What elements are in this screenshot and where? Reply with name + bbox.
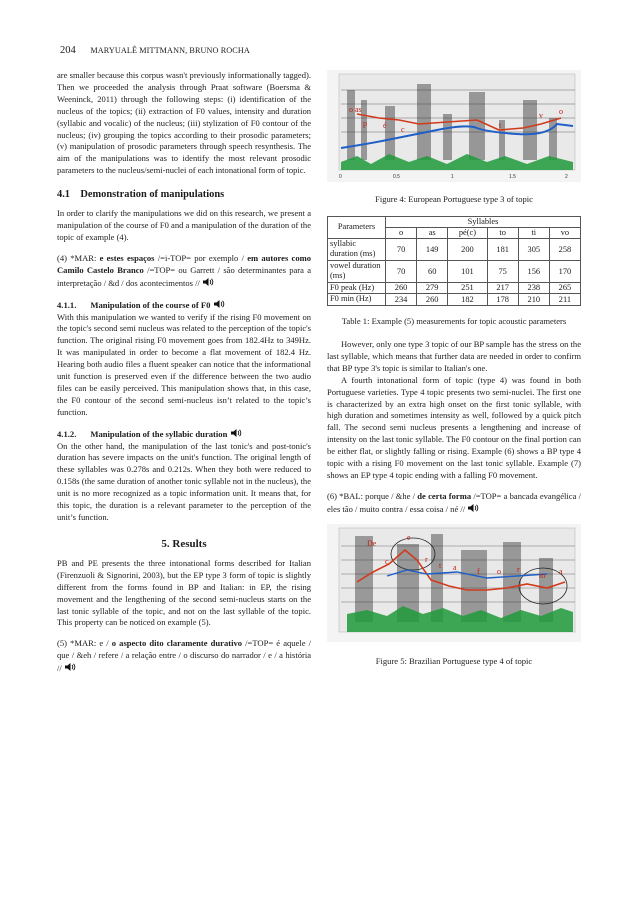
table-header-syllables: Syllables	[386, 216, 581, 227]
section-number: 4.1	[57, 189, 70, 201]
fig5-label: a	[453, 562, 457, 572]
speaker-icon[interactable]	[64, 662, 76, 672]
table-row: F0 peak (Hz) 260 279 251 217 238 265	[328, 282, 581, 294]
spectrogram-figure-5	[327, 524, 581, 642]
section-4-1-paragraph: In order to clarify the manipulations we did on this research, we present a manipulation of the course of F0 and a manipulation of the duration of the topic of example (4).	[57, 208, 311, 242]
example-5: (5) *MAR: e / o aspecto dito claramente durativo /=TOP= é aquele / que / &eh / refere / a relação entre / o discurso do narrador / e / a história //	[57, 638, 311, 674]
figure-5	[327, 524, 581, 642]
results-paragraph-b: A fourth intonational form of topic (type 4) was found in both Portuguese varieties. Type 4 topic presents two semi-nuclei. The first one is characterized by an extra high onset on the first tonic syllable, with high duration and sometimes intensity as well, followed by a quick pitch fall. The second semi nucleus presents a lengthening and increase of intensity on the last tonic syllable. The F0 contour on the final portion can be either flat, or slightly falling or rising. Example (6) shows a BP type 4 topic with a rising F0 movement on the last tonic syllable. Example (7) shows an EP type 4 topic ending with a falling F0 movement.	[327, 374, 581, 480]
figure-4	[327, 70, 581, 182]
fig4-axis-tick: 0.5	[393, 174, 400, 180]
syllable-header: ti	[518, 227, 549, 238]
fig5-label: t	[439, 560, 442, 570]
syllable-header: pé(c)	[448, 227, 487, 238]
figure-4-caption: Figure 4: European Portuguese type 3 of topic	[375, 194, 533, 204]
figure-5-caption: Figure 5: Brazilian Portuguese type 4 of topic	[375, 655, 533, 666]
speaker-icon[interactable]	[202, 277, 214, 287]
fig5-label: r	[517, 564, 520, 574]
results-paragraph-a: However, only one type 3 topic of our BP sample has the stress on the last syllable, which means that further data are needed in order to confirm that BP type 3's topic is similar to Italian's one.	[327, 339, 581, 373]
table-header-parameters: Parameters	[328, 216, 386, 238]
fig5-label: De	[367, 538, 377, 548]
syllable-header: to	[487, 227, 518, 238]
table-1-caption: Table 1: Example (5) measurements for topic acoustic parameters	[341, 315, 567, 326]
syllable-header: as	[417, 227, 448, 238]
fig4-label: v	[539, 111, 543, 120]
subsection-4-1-1-paragraph: With this manipulation we wanted to verify if the rising F0 movement on the topic's second semi nucleus was related to the perception of the topic's function. The original rising F0 movement goes from 182.4Hz to 349Hz. It was manipulated in order to become a flat movement of 182.4 Hz. Hearing both audio files a fluent speaker can notice that the informational unit function is preserved even if the difference between the two audio files can be easily perceived. This manipulation shows that, in this case, the F0 contour of the second semi-nucleus isn’t related to the topic’s function.	[57, 311, 311, 417]
fig4-label: o	[559, 107, 563, 116]
left-column	[57, 70, 311, 675]
fig5-label: a	[559, 566, 563, 576]
fig4-label: é	[383, 121, 387, 130]
fig4-axis-tick: 2	[565, 174, 568, 180]
right-column	[327, 70, 581, 667]
fig4-axis-tick: 0	[339, 174, 342, 180]
subsection-4-1-2-paragraph: On the other hand, the manipulation of the last tonic's and post-tonic's duration has severe impacts on the unit's function. The original length of these syllables was 0.278s and 0.212s. When they both were reduced to 0.158s (the same duration of another tonic syllable not in the nucleus), the unit is no more recognized as a topic information unit. It means that, for this topic, the duration is a relevant parameter to the perception of the unit’s function.	[57, 440, 311, 522]
parameters-table	[327, 216, 581, 306]
table-row: F0 min (Hz) 234 260 182 178 210 211	[328, 294, 581, 306]
spectrogram-figure-4	[327, 70, 581, 182]
subsection-4-1-1-heading: 4.1.1. Manipulation of the course of F0	[57, 299, 311, 312]
table-row: vowel duration (ms) 70 60 101 75 156 170	[328, 260, 581, 282]
table-row: syllabic duration (ms) 70 149 200 181 305 258	[328, 238, 581, 260]
fig4-axis-tick: 1	[451, 174, 454, 180]
intro-paragraph: are smaller because this corpus wasn't previously informationally tagged). Then we proceeded the analysis through Praat software (Boersma & Weeninck, 2011) through the following steps: (i) identification of the nucleus of the topics; (ii) extraction of F0 values, intensity and duration (syllabic and vocalic) of the nucleus; (iii) stylization of F0 contour of the nucleus; (iv) grouping the topics according to their prosodic parameters; (v) manipulation of prosodic parameters through speech resynthesis. The aim of the manipulations was to identify the most relevant prosodic parameters to the nucleus/semi-nuclei of each intonational form of topic.	[57, 70, 311, 176]
fig5-label: c	[385, 556, 389, 566]
page-number: 204	[60, 45, 76, 56]
fig4-label: o as	[349, 105, 362, 114]
fig4-label: c	[401, 125, 405, 134]
fig5-label: r	[425, 554, 428, 564]
section-5-heading: 5. Results	[161, 537, 207, 550]
speaker-icon[interactable]	[230, 428, 242, 438]
section-4-1-heading	[57, 189, 311, 200]
example-6: (6) *BAL: porque / &he / de certa forma /=TOP= a bancada evangélica / eles tão / muito contra / essa coisa / né //	[327, 490, 581, 514]
fig5-label: o	[497, 566, 501, 576]
fig5-label: e	[407, 532, 411, 542]
page-header	[60, 45, 250, 56]
results-paragraph: PB and PE presents the three intonational forms described for Italian (Firenzuoli & Signorini, 2003), but the EP type 3 form of topic is slightly different from the forms found in BP and Italian: in EP, the rising movement and the lengthening of the second semi-nucleus starts on the last tonic syllable of the topic, and not on the last syllable of the topic. This property can be noticed on example (5).	[57, 557, 311, 628]
syllable-header: vo	[549, 227, 580, 238]
fig4-label: t	[499, 121, 502, 130]
fig5-label: m	[539, 570, 546, 580]
speaker-icon[interactable]	[213, 299, 225, 309]
fig4-axis-tick: 1.5	[509, 174, 516, 180]
example-4: (4) *MAR: e estes espaços /=i-TOP= por exemplo / em autores como Camilo Castelo Branco /=TOP= ou Garrett / são determinantes para a interpretação / &d / dos acontecimentos //	[57, 252, 311, 288]
fig5-label: f	[477, 566, 480, 576]
section-title: Demonstration of manipulations	[80, 189, 225, 201]
running-head-authors: MARYUALÊ MITTMANN, BRUNO ROCHA	[90, 46, 250, 55]
syllable-header: o	[386, 227, 417, 238]
speaker-icon[interactable]	[467, 503, 479, 513]
fig4-label: p	[363, 119, 367, 128]
subsection-4-1-2-heading: 4.1.2. Manipulation of the syllabic duration	[57, 428, 311, 441]
